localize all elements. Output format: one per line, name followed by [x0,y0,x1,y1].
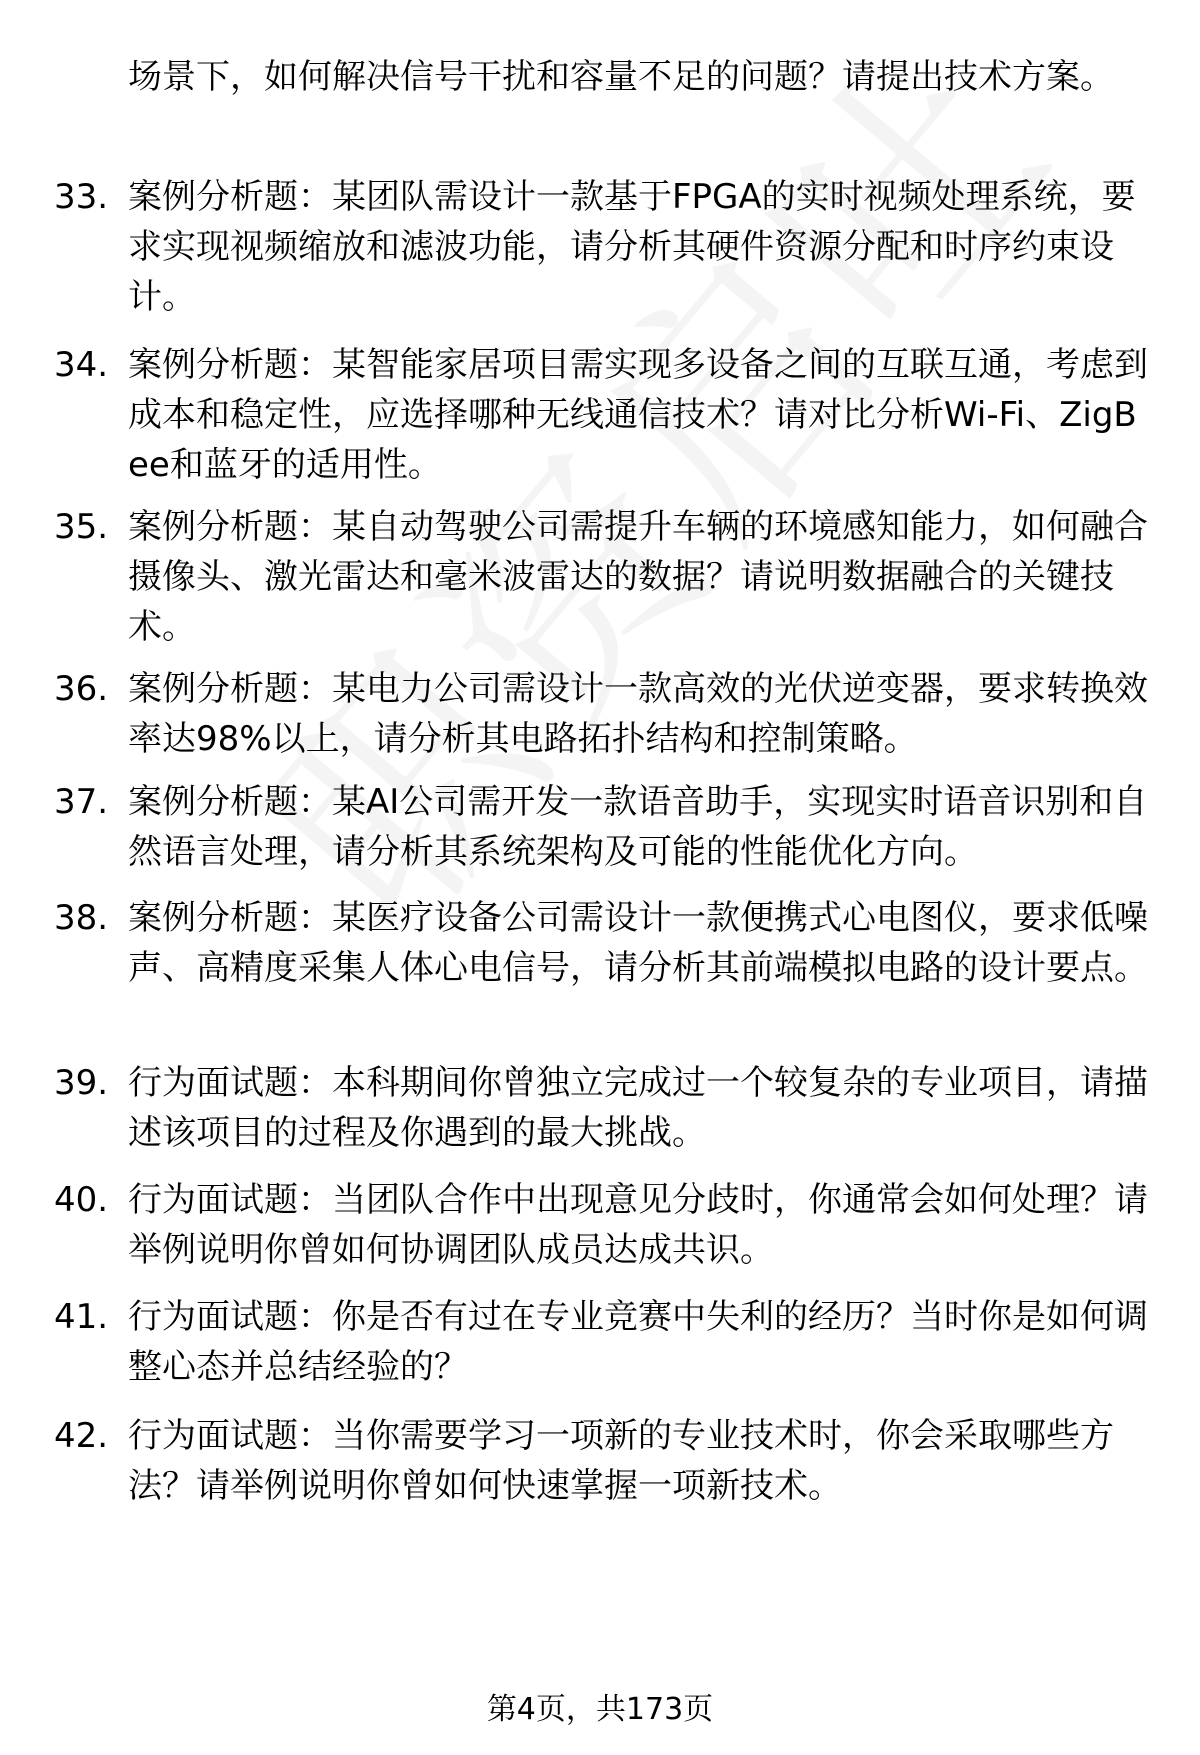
item-text: 行为面试题：你是否有过在专业竞赛中失利的经历？当时你是如何调整心态并总结经验的？ [128,1297,1148,1387]
item-number: 41. [54,1297,109,1337]
page-number-footer: 第4页，共173页 [486,1692,714,1727]
item-number: 37. [54,782,109,822]
item-number: 42. [54,1416,109,1456]
item-number: 35. [54,507,109,547]
item-text: 案例分析题：某电力公司需设计一款高效的光伏逆变器，要求转换效率达98%以上，请分析其电路拓扑结构和控制策略。 [128,669,1148,759]
item-number: 33. [54,177,109,217]
item-text: 案例分析题：某医疗设备公司需设计一款便携式心电图仪，要求低噪声、高精度采集人体心电信号，请分析其前端模拟电路的设计要点。 [128,898,1148,988]
item-text: 场景下，如何解决信号干扰和容量不足的问题？请提出技术方案。 [128,57,1114,97]
item-text: 行为面试题：本科期间你曾独立完成过一个较复杂的专业项目，请描述该项目的过程及你遇到的最大挑战。 [128,1063,1148,1153]
item-text: 行为面试题：当你需要学习一项新的专业技术时，你会采取哪些方法？请举例说明你曾如何快速掌握一项新技术。 [128,1416,1114,1506]
item-number: 36. [54,669,109,709]
item-number: 38. [54,898,109,938]
item-text: 案例分析题：某自动驾驶公司需提升车辆的环境感知能力，如何融合摄像头、激光雷达和毫米波雷达的数据？请说明数据融合的关键技术。 [128,507,1148,647]
item-text: 行为面试题：当团队合作中出现意见分歧时，你通常会如何处理？请举例说明你曾如何协调团队成员达成共识。 [128,1180,1148,1270]
item-text: 案例分析题：某智能家居项目需实现多设备之间的互联互通，考虑到成本和稳定性，应选择哪种无线通信技术？请对比分析Wi-Fi、ZigBee和蓝牙的适用性。 [128,345,1148,485]
item-number: 39. [54,1063,109,1103]
item-text: 案例分析题：某团队需设计一款基于FPGA的实时视频处理系统，要求实现视频缩放和滤波功能，请分析其硬件资源分配和时序约束设计。 [128,177,1136,317]
item-number: 40. [54,1180,109,1220]
item-number: 34. [54,345,109,385]
item-text: 案例分析题：某AI公司需开发一款语音助手，实现实时语音识别和自然语言处理，请分析其系统架构及可能的性能优化方向。 [128,782,1148,872]
